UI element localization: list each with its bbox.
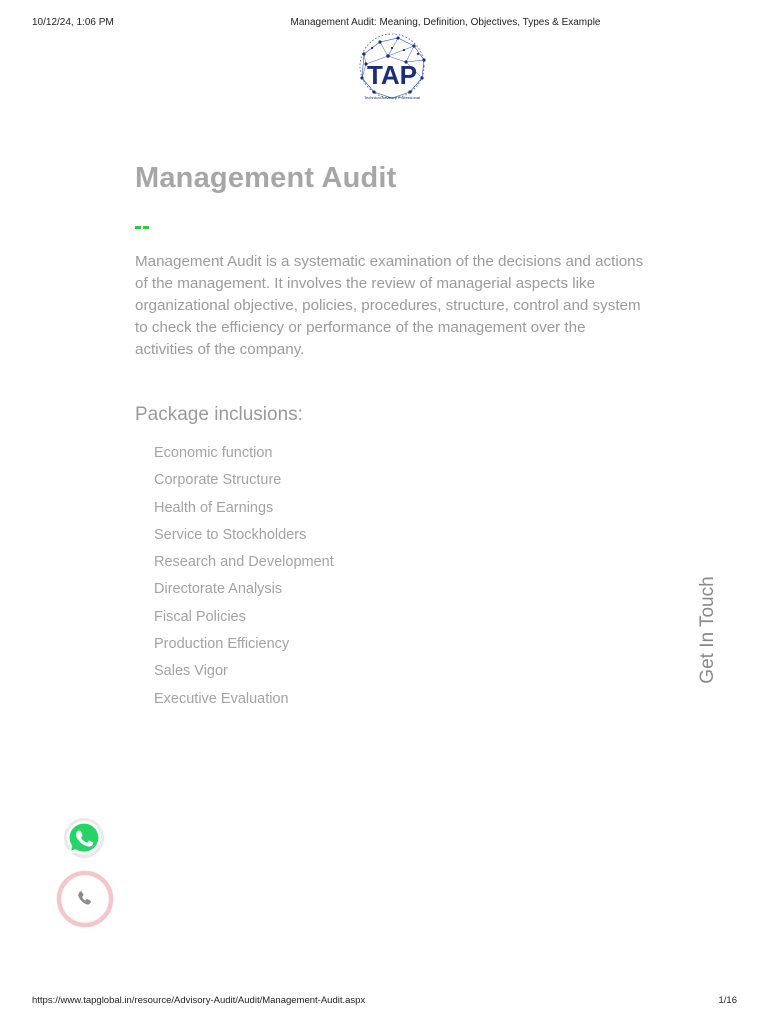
list-item: Production Efficiency [154, 636, 290, 653]
logo-tagline: Technical Advisory Professional [363, 95, 421, 100]
globe-logo-icon [352, 32, 432, 104]
list-item: Health of Earnings [154, 499, 274, 516]
description-paragraph: Management Audit is a systematic examination of the decisions and actions of the management. It involves the review of managerial aspects like organizational objective, policies, procedures, structure, control and system to check the efficiency or performance of the management over the activities of the company. [135, 253, 644, 358]
get-in-touch-label: Get In Touch [697, 576, 718, 684]
print-page-number: 1/16 [718, 995, 737, 1006]
print-datetime: 10/12/24, 1:06 PM [32, 17, 114, 28]
page-title: Management Audit [135, 162, 397, 194]
list-item: Economic function [154, 445, 273, 461]
print-header-center [0, 17, 768, 28]
list-item: Service to Stockholders [154, 526, 307, 543]
tap-logo[interactable] [352, 32, 432, 104]
list-item: Executive Evaluation [154, 690, 289, 707]
list-item: Corporate Structure [154, 472, 282, 489]
list-item: Research and Development [154, 554, 334, 571]
print-doc-title: Management Audit: Meaning, Definition, Objectives, Types & Example [290, 17, 601, 28]
logo-text: TAP [366, 60, 418, 90]
title-accent-divider [135, 226, 149, 229]
whatsapp-button[interactable] [62, 816, 106, 860]
package-inclusions-heading: Package inclusions: [135, 404, 303, 425]
inclusions-list [154, 443, 334, 716]
list-item: Fiscal Policies [154, 608, 246, 625]
whatsapp-icon [62, 816, 106, 860]
phone-icon [56, 870, 114, 928]
list-item: Directorate Analysis [154, 581, 283, 598]
list-item: Sales Vigor [154, 663, 228, 680]
call-button[interactable] [56, 870, 114, 928]
get-in-touch-tab[interactable] [688, 570, 728, 690]
print-footer-url[interactable]: https://www.tapglobal.in/resource/Advisory-Audit/Audit/Management-Audit.aspx [32, 995, 366, 1006]
